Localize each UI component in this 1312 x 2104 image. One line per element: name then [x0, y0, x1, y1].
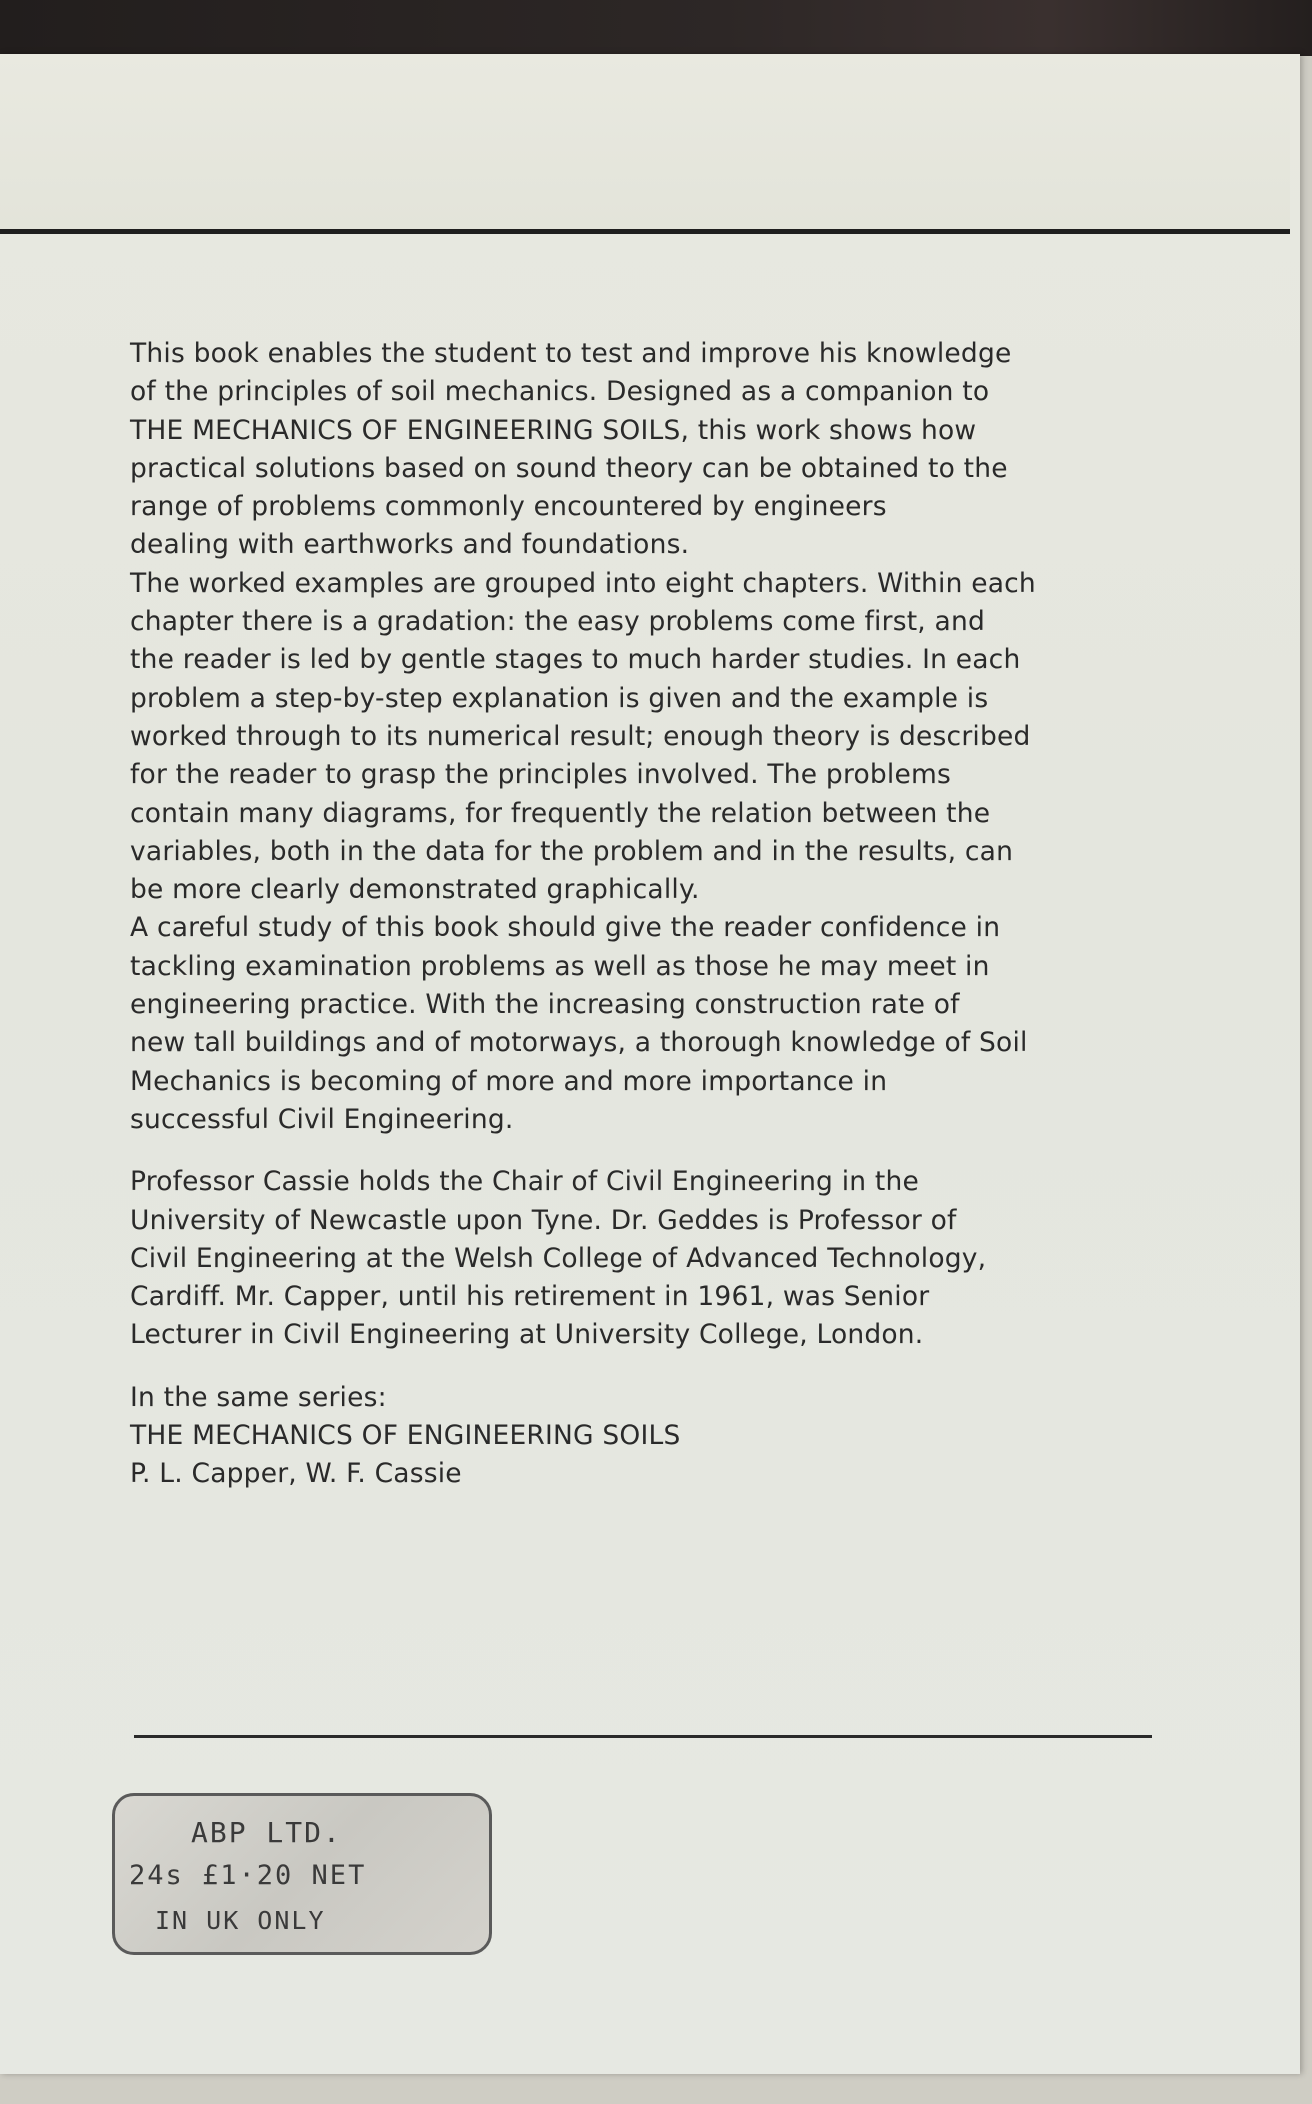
text-line: P. L. Capper, W. F. Cassie: [130, 1458, 462, 1490]
text-line: be more clearly demonstrated graphically.: [130, 874, 700, 906]
text-line: range of problems commonly encountered by engineers: [130, 491, 887, 523]
series-paragraph: [130, 1379, 1140, 1494]
horizontal-rule: [134, 1735, 1152, 1738]
text-line: In the same series:: [130, 1381, 387, 1413]
top-dark-edge: [0, 0, 1312, 56]
description-paragraph: [130, 335, 1140, 1139]
text-line: This book enables the student to test and improve his knowledge: [130, 338, 1012, 369]
text-line: chapter there is a gradation: the easy problems come first, and: [130, 606, 986, 638]
text-line: engineering practice. With the increasing construction rate of: [130, 989, 960, 1021]
text-line: for the reader to grasp the principles involved. The problems: [130, 759, 951, 791]
blurb-text: [130, 335, 1140, 1494]
text-line: The worked examples are grouped into eight chapters. Within each: [130, 567, 1036, 599]
text-line: problem a step-by-step explanation is given and the example is: [130, 682, 989, 714]
text-line: Professor Cassie holds the Chair of Civil Engineering in the: [130, 1166, 919, 1198]
text-line: contain many diagrams, for frequently the relation between the: [130, 797, 991, 829]
text-line: new tall buildings and of motorways, a thorough knowledge of Soil: [130, 1027, 1028, 1059]
sticker-region: IN UK ONLY: [155, 1906, 326, 1935]
text-line: Lecturer in Civil Engineering at University College, London.: [130, 1319, 924, 1351]
price-sticker: [112, 1793, 492, 1955]
text-line: the reader is led by gentle stages to much harder studies. In each: [130, 644, 1021, 676]
sticker-price: 24s £1·20 NET: [129, 1860, 367, 1891]
text-line: THE MECHANICS OF ENGINEERING SOILS, this work shows how: [130, 414, 977, 446]
text-line: tackling examination problems as well as those he may meet in: [130, 950, 990, 982]
text-line: Mechanics is becoming of more and more importance in: [130, 1065, 888, 1097]
text-line: worked through to its numerical result; enough theory is described: [130, 720, 1031, 752]
text-line: Cardiff. Mr. Capper, until his retirement in 1961, was Senior: [130, 1281, 930, 1313]
text-line: practical solutions based on sound theory can be obtained to the: [130, 452, 1008, 484]
text-line: dealing with earthworks and foundations.: [130, 529, 690, 561]
text-line: Civil Engineering at the Welsh College of Advanced Technology,: [130, 1242, 987, 1274]
sticker-publisher: ABP LTD.: [191, 1816, 342, 1849]
text-line: successful Civil Engineering.: [130, 1103, 514, 1135]
text-line: of the principles of soil mechanics. Designed as a companion to: [130, 376, 990, 408]
text-line: A careful study of this book should give the reader confidence in: [130, 912, 1001, 944]
text-line: THE MECHANICS OF ENGINEERING SOILS: [130, 1420, 681, 1452]
cover-top-band: [0, 54, 1290, 234]
author-paragraph: [130, 1163, 1140, 1354]
text-line: University of Newcastle upon Tyne. Dr. Geddes is Professor of: [130, 1204, 957, 1236]
text-line: variables, both in the data for the problem and in the results, can: [130, 835, 1014, 867]
